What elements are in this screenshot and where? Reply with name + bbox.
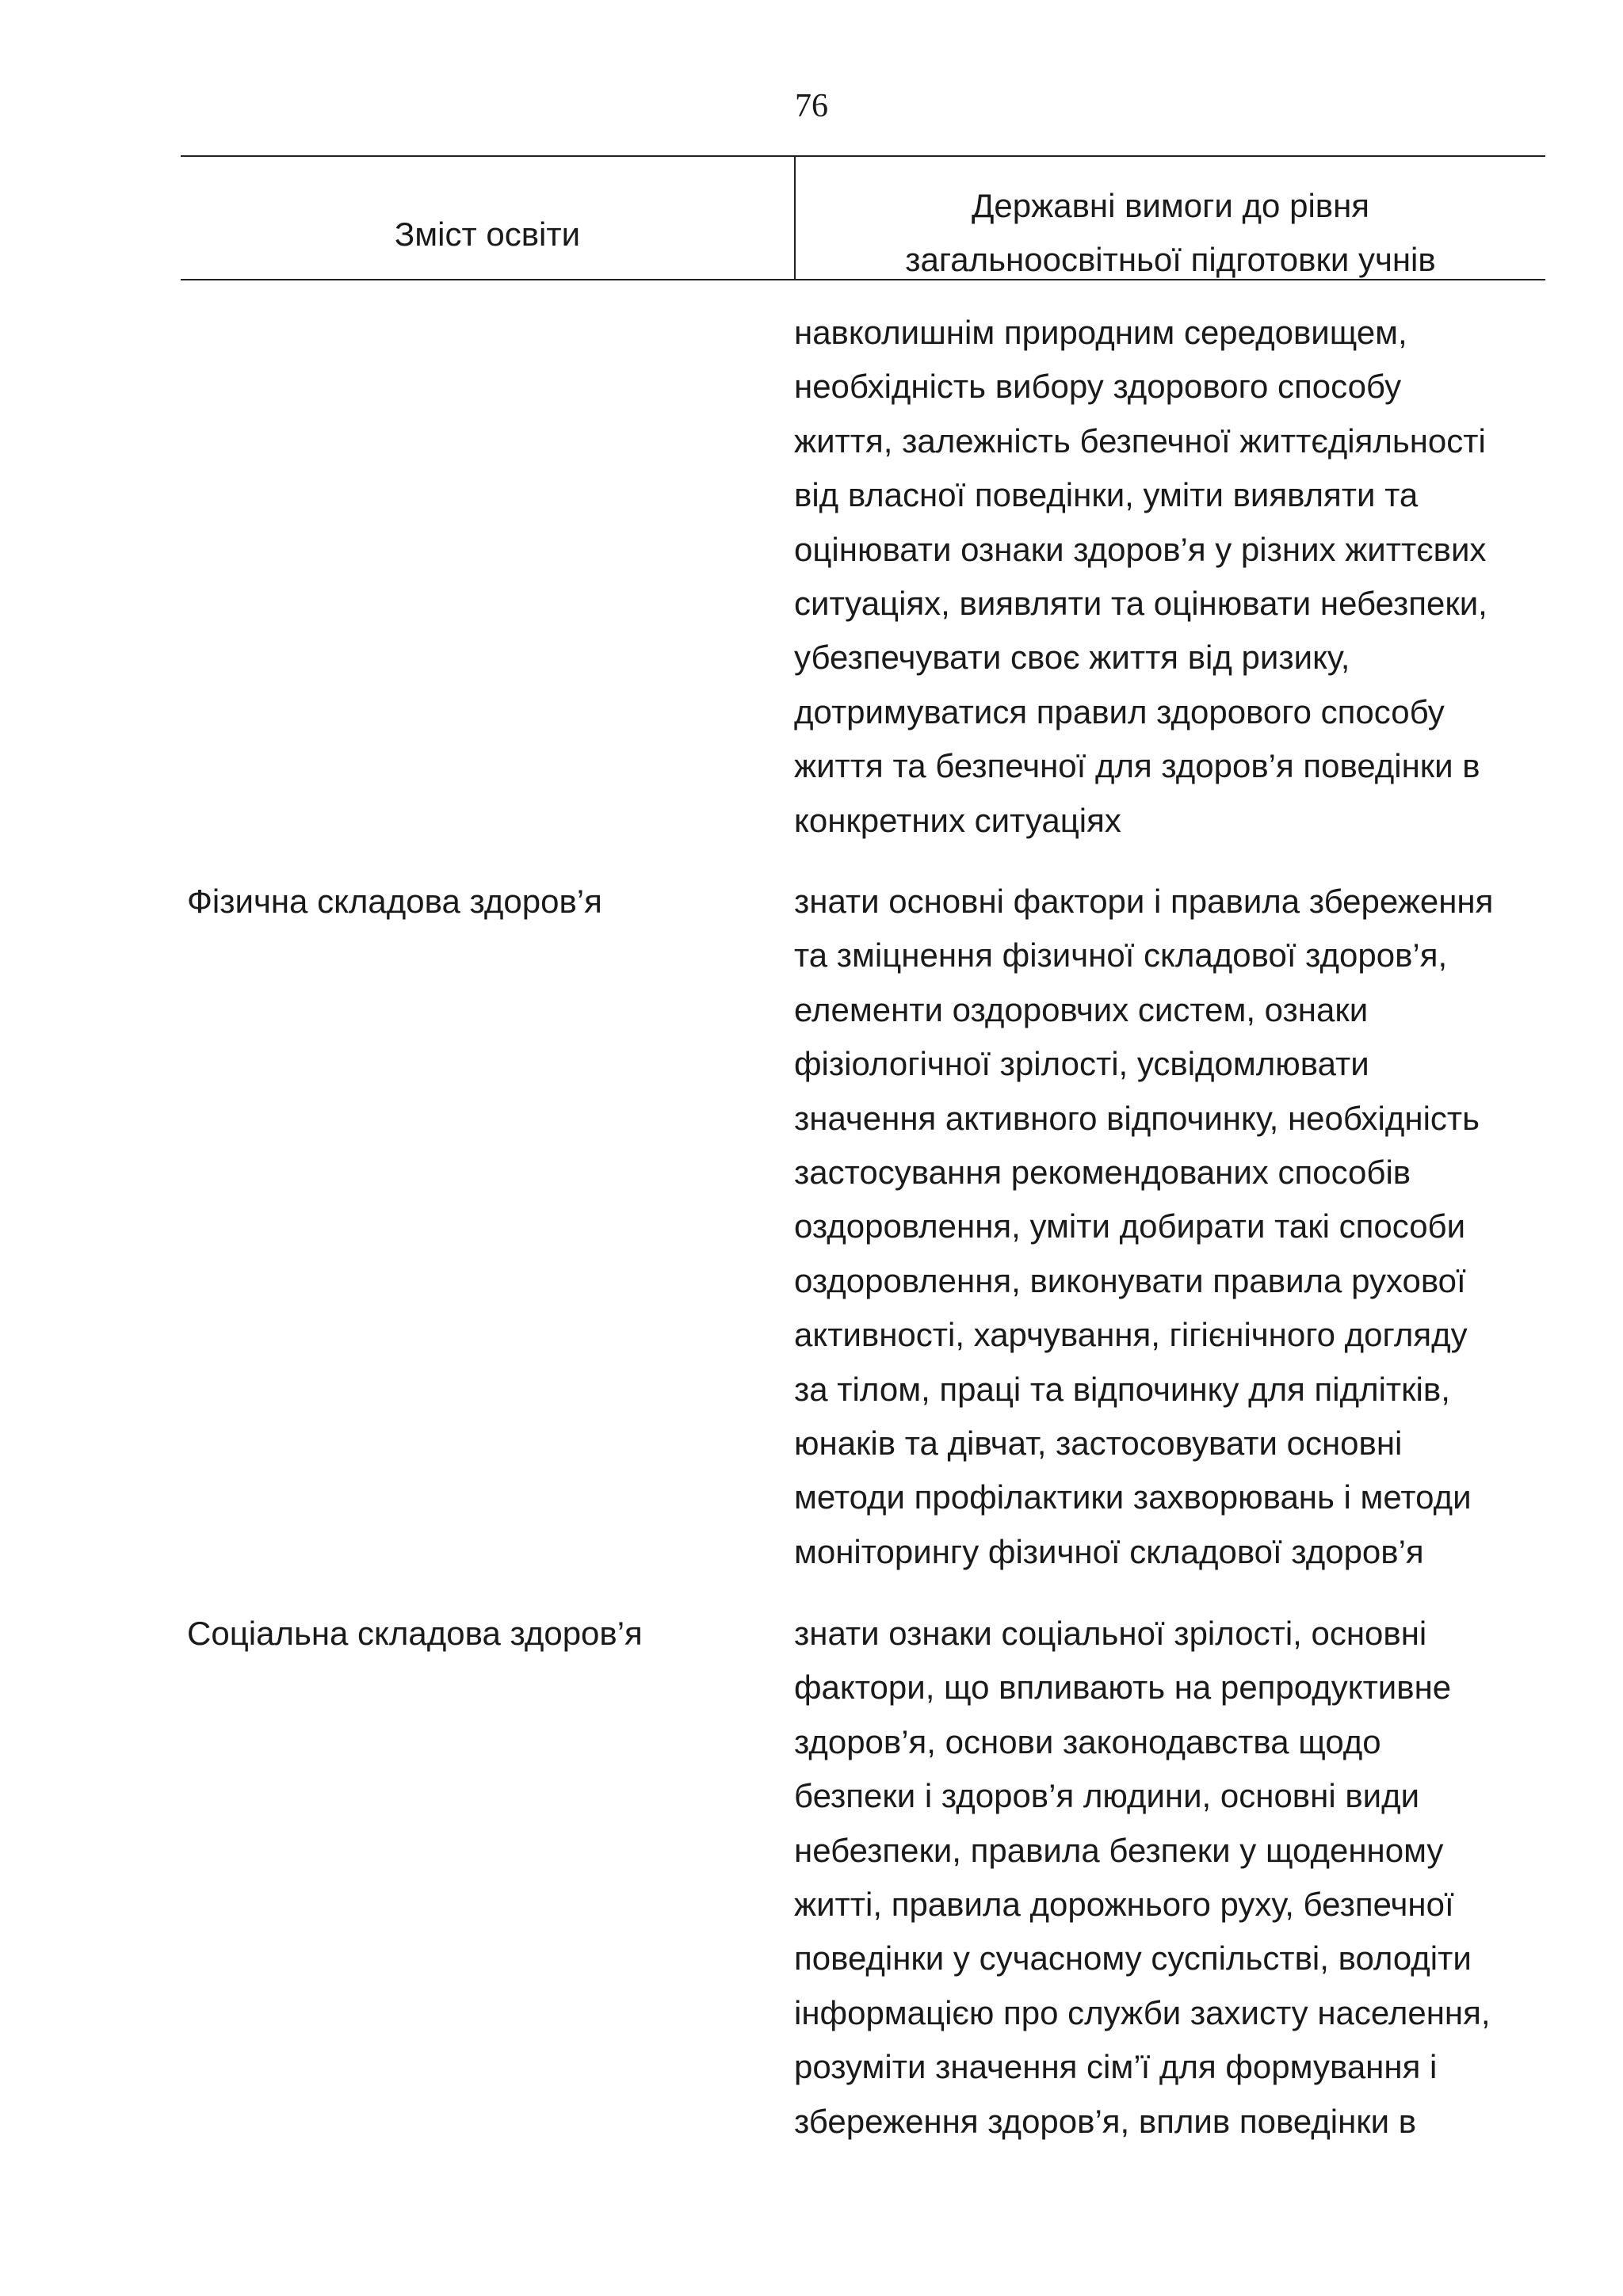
- row-text-physical-health: знати основні фактори і правила збереження та зміцнення фізичної складової здоров’я, елементи оздоровчих систем, ознаки фізіологічної зрілості, усвідомлювати значення активного відпочинку, необхідність застосування рекомендованих способів оздоровлення, уміти добирати такі способи оздоровлення, виконувати правила рухової активності, харчування, гігієнічного догляду за тілом, праці та відпочинку для підлітків, юнаків та дівчат, застосовувати основні методи профілактики захворювань і методи моніторингу фізичної складової здоров’я: [794, 883, 1494, 1570]
- row-text-social-health: знати ознаки соціальної зрілості, основні фактори, що впливають на репродуктивне здоров’я, основи законодавства щодо безпеки і здоров’я людини, основні види небезпеки, правила безпеки у щоденному житті, правила дорожнього руху, безпечної поведінки у сучасному суспільстві, володіти інформацією про служби захисту населення, розуміти значення сім’ї для формування і збереження здоров’я, вплив поведінки в: [794, 1615, 1491, 2140]
- header-bottom-rule: [181, 279, 1545, 280]
- table-top-rule: [181, 155, 1545, 157]
- page-number: 76: [795, 88, 828, 124]
- row-label-physical-health: Фізична складова здоров’я: [187, 883, 602, 920]
- header-col-content: Зміст освіти: [394, 215, 581, 253]
- row-text-continuation: навколишнім природним середовищем, необхідність вибору здорового способу життя, залежність безпечної життєдіяльності від власної поведінки, уміти виявляти та оцінювати ознаки здоров’я у різних життєвих ситуаціях, виявляти та оцінювати небезпеки, убезпечувати своє життя від ризику, дотримуватися правил здорового способу життя та безпечної для здоров’я поведінки в конкретних ситуаціях: [794, 314, 1487, 839]
- header-col-requirements: Державні вимоги до рівня загальноосвітньої підготовки учнів: [905, 187, 1436, 278]
- row-label-social-health: Соціальна складова здоров’я: [187, 1615, 643, 1652]
